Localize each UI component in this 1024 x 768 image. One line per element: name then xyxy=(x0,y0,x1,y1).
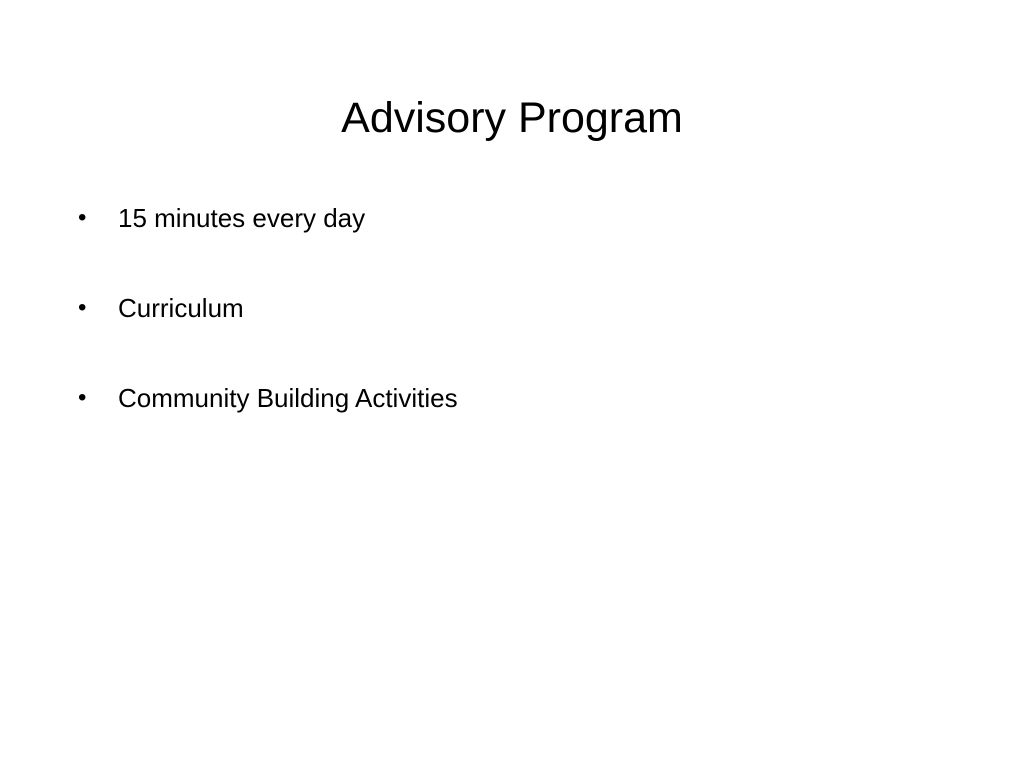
list-item xyxy=(78,286,458,376)
list-item xyxy=(78,196,458,286)
bullet-list xyxy=(78,196,458,466)
bullet-text: Community Building Activities xyxy=(118,383,458,413)
slide-title: Advisory Program xyxy=(341,94,683,142)
list-item xyxy=(78,376,458,466)
bullet-icon: • xyxy=(78,204,87,231)
bullet-text: Curriculum xyxy=(118,293,244,323)
bullet-icon: • xyxy=(78,384,87,411)
bullet-text: 15 minutes every day xyxy=(118,203,366,233)
bullet-icon: • xyxy=(78,294,87,321)
